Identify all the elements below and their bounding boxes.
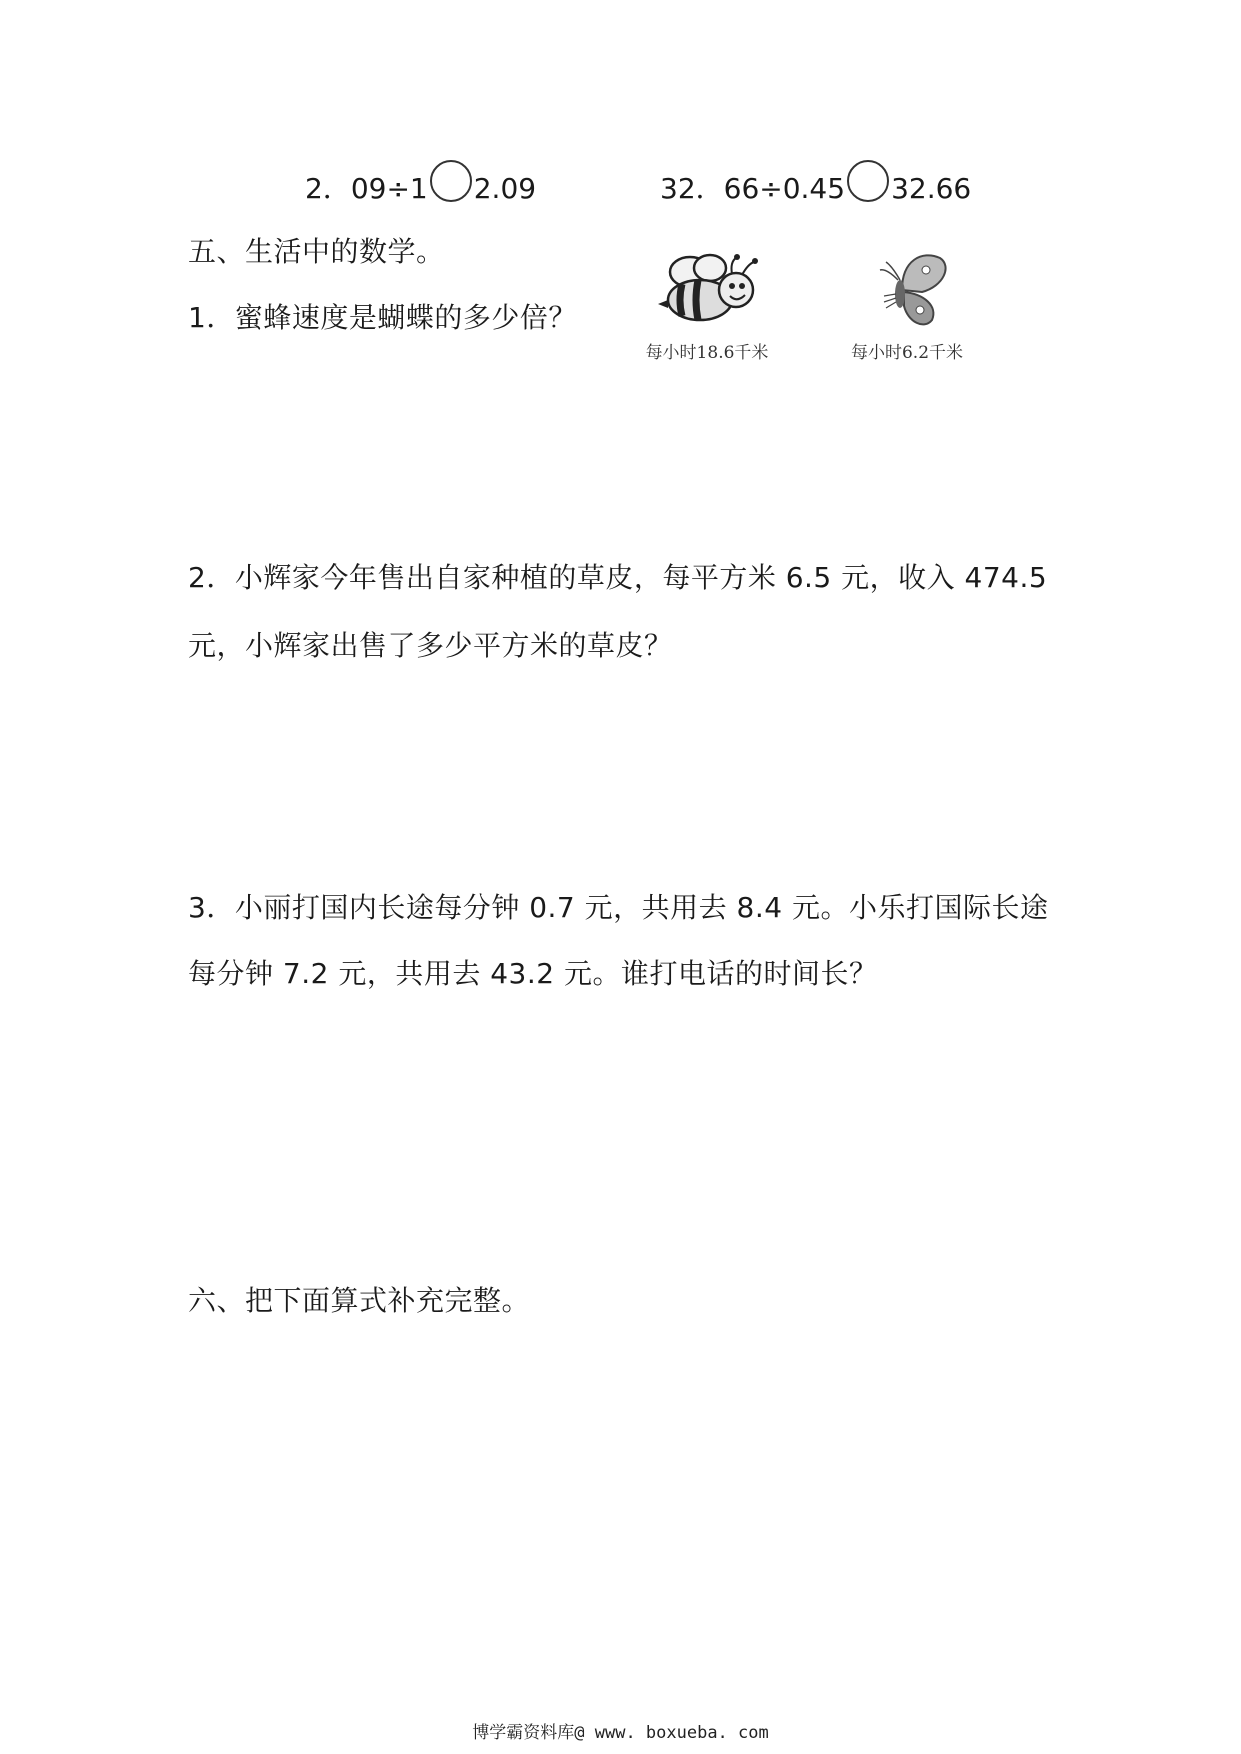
q2-line1: 2．小辉家今年售出自家种植的草皮，每平方米 6.5 元，收入 474.5: [188, 561, 1048, 594]
footer-watermark: 博学霸资料库@ www. boxueba. com: [472, 1723, 769, 1743]
compare-right-value: 32.66: [891, 172, 972, 205]
q3-line1: 3．小丽打国内长途每分钟 0.7 元，共用去 8.4 元。小乐打国际长途: [188, 891, 1049, 924]
compare-left-blank-circle[interactable]: [430, 160, 472, 202]
butterfly-caption: 每小时6.2千米: [850, 343, 964, 363]
section5-heading: 五、生活中的数学。: [188, 235, 445, 268]
q2-line2: 元，小辉家出售了多少平方米的草皮？: [188, 629, 673, 662]
bee-icon: [652, 250, 762, 330]
butterfly-icon: [852, 250, 962, 330]
compare-left: [305, 168, 536, 210]
compare-right-expression: 32．66÷0.45: [660, 172, 846, 205]
q1-text: 1．蜜蜂速度是蝴蝶的多少倍？: [188, 301, 577, 334]
section6-heading: 六、把下面算式补充完整。: [188, 1284, 531, 1317]
bee-caption: 每小时18.6千米: [645, 343, 769, 363]
compare-right-blank-circle[interactable]: [847, 160, 889, 202]
bee-figure: [632, 250, 782, 363]
compare-left-expression: 2．09÷1: [305, 172, 428, 205]
butterfly-figure: [832, 250, 982, 363]
q3-line2: 每分钟 7.2 元，共用去 43.2 元。谁打电话的时间长？: [188, 957, 878, 990]
compare-right: [660, 168, 971, 210]
compare-left-value: 2.09: [473, 172, 537, 205]
